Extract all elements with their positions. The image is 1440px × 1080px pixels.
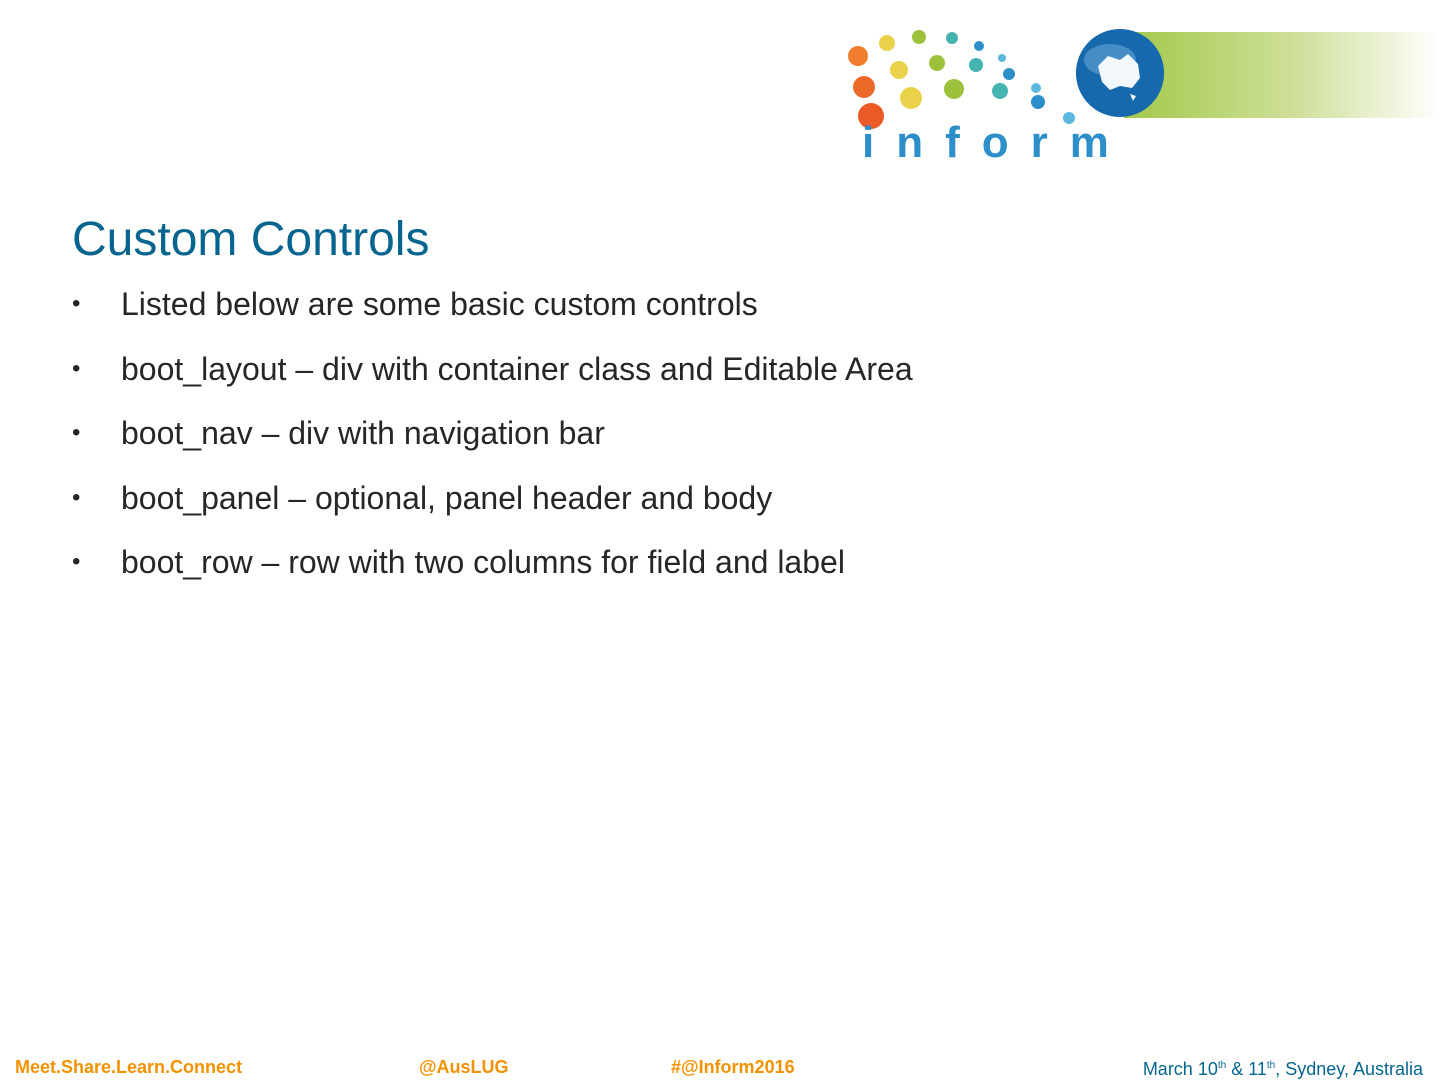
logo-dot <box>912 30 926 44</box>
logo-dot <box>848 46 868 66</box>
footer-event-date <box>1143 1059 1423 1080</box>
logo-wordmark: inform <box>862 118 1131 167</box>
bullet-item <box>72 411 913 476</box>
bullet-dot-icon: • <box>72 290 81 317</box>
bullet-text: boot_row – row with two columns for field and label <box>121 544 845 580</box>
bullet-item <box>72 540 913 605</box>
globe-australia-icon <box>1076 29 1164 117</box>
logo-dot <box>1031 83 1041 93</box>
bullet-text: Listed below are some basic custom controls <box>121 286 758 322</box>
date-suffix-1: th <box>1217 1060 1227 1071</box>
bullet-list <box>72 282 913 605</box>
bullet-dot-icon: • <box>72 419 81 446</box>
bullet-dot-icon: • <box>72 483 81 511</box>
logo-dot <box>890 61 908 79</box>
bullet-item <box>72 282 913 347</box>
date-place: , Sydney, Australia <box>1275 1059 1423 1079</box>
bullet-text: boot_layout – div with container class and Editable Area <box>121 350 913 387</box>
bullet-text: boot_nav – div with navigation bar <box>121 415 605 451</box>
slide-title: Custom Controls <box>72 213 430 266</box>
logo-dot <box>969 58 983 72</box>
logo-dot <box>992 83 1008 99</box>
footer-tagline: Meet.Share.Learn.Connect <box>15 1057 243 1077</box>
logo-dot <box>944 79 964 99</box>
footer-twitter-handle: @AusLUG <box>419 1057 509 1077</box>
footer-hashtag: #@Inform2016 <box>671 1057 795 1077</box>
logo-dot <box>974 41 984 51</box>
logo-dot <box>879 35 895 51</box>
date-suffix-2: th <box>1266 1060 1276 1071</box>
date-and: & 11 <box>1226 1059 1267 1079</box>
logo-dot <box>929 55 945 71</box>
bullet-text: boot_panel – optional, panel header and body <box>121 479 773 516</box>
logo-dot <box>998 54 1006 62</box>
bullet-dot-icon: • <box>72 354 81 382</box>
inform-logo <box>840 26 1440 171</box>
logo-dot <box>1003 68 1015 80</box>
logo-dot <box>946 32 958 44</box>
logo-dot <box>900 87 922 109</box>
bullet-item <box>72 476 913 541</box>
logo-dot <box>853 76 875 98</box>
bullet-item <box>72 347 913 412</box>
bullet-dot-icon: • <box>72 548 81 575</box>
logo-dot <box>1031 95 1045 109</box>
date-month: March 10 <box>1142 1059 1218 1079</box>
